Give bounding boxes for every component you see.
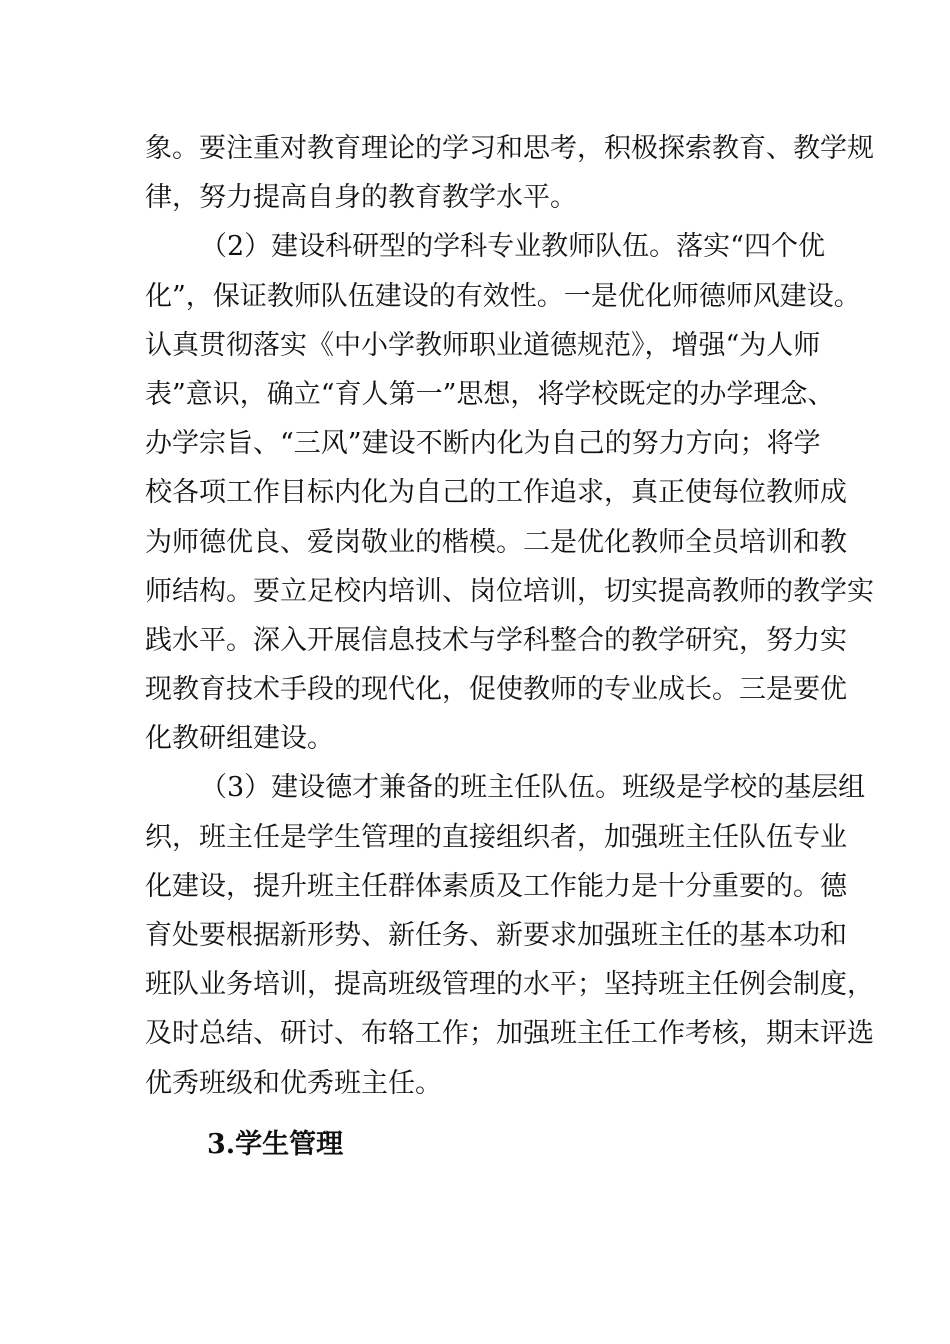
text-line: 践水平。深入开展信息技术与学科整合的教学研究，努力实 (145, 624, 847, 656)
text-line: 化建设，提升班主任群体素质及工作能力是十分重要的。德 (145, 870, 847, 902)
text-line: 律，努力提高自身的教育教学水平。 (145, 182, 577, 214)
text-line: 校各项工作目标内化为自己的工作追求，真正使每位教师成 (145, 477, 847, 509)
text-line: 织，班主任是学生管理的直接组织者，加强班主任队伍专业 (145, 821, 847, 853)
text-line: 班队业务培训，提高班级管理的水平；坚持班主任例会制度， (145, 969, 874, 1001)
text-line: 优秀班级和优秀班主任。 (145, 1067, 442, 1099)
paragraph-start-line: （3）建设德才兼备的班主任队伍。班级是学校的基层组 (200, 772, 866, 804)
body-text (145, 124, 874, 1108)
text-line: 及时总结、研讨、布辂工作；加强班主任工作考核，期末评选 (145, 1018, 874, 1050)
section-heading: 3.学生管理 (207, 1129, 344, 1160)
text-line: 象。要注重对教育理论的学习和思考，积极探索教育、教学规 (145, 133, 874, 164)
paragraph-start-line: （2）建设科研型的学科专业教师队伍。落实“四个优 (200, 231, 825, 263)
text-line: 办学宗旨、“三风”建设不断内化为自己的努力方向；将学 (145, 428, 821, 460)
text-line: 育处要根据新形势、新任务、新要求加强班主任的基本功和 (145, 920, 847, 951)
text-line: 表”意识，确立“育人第一”思想，将学校既定的办学理念、 (145, 378, 835, 410)
text-line: 现教育技术手段的现代化，促使教师的专业成长。三是要优 (145, 674, 847, 706)
text-line: 化”，保证教师队伍建设的有效性。一是优化师德师风建设。 (145, 280, 861, 312)
text-line: 为师德优良、爱岗敬业的楷模。二是优化教师全员培训和教 (145, 526, 847, 558)
text-line: 化教研组建设。 (145, 723, 334, 755)
text-line: 认真贯彻落实《中小学教师职业道德规范》，增强“为人师 (145, 329, 821, 361)
text-line: 师结构。要立足校内培训、岗位培训，切实提高教师的教学实 (145, 575, 874, 607)
